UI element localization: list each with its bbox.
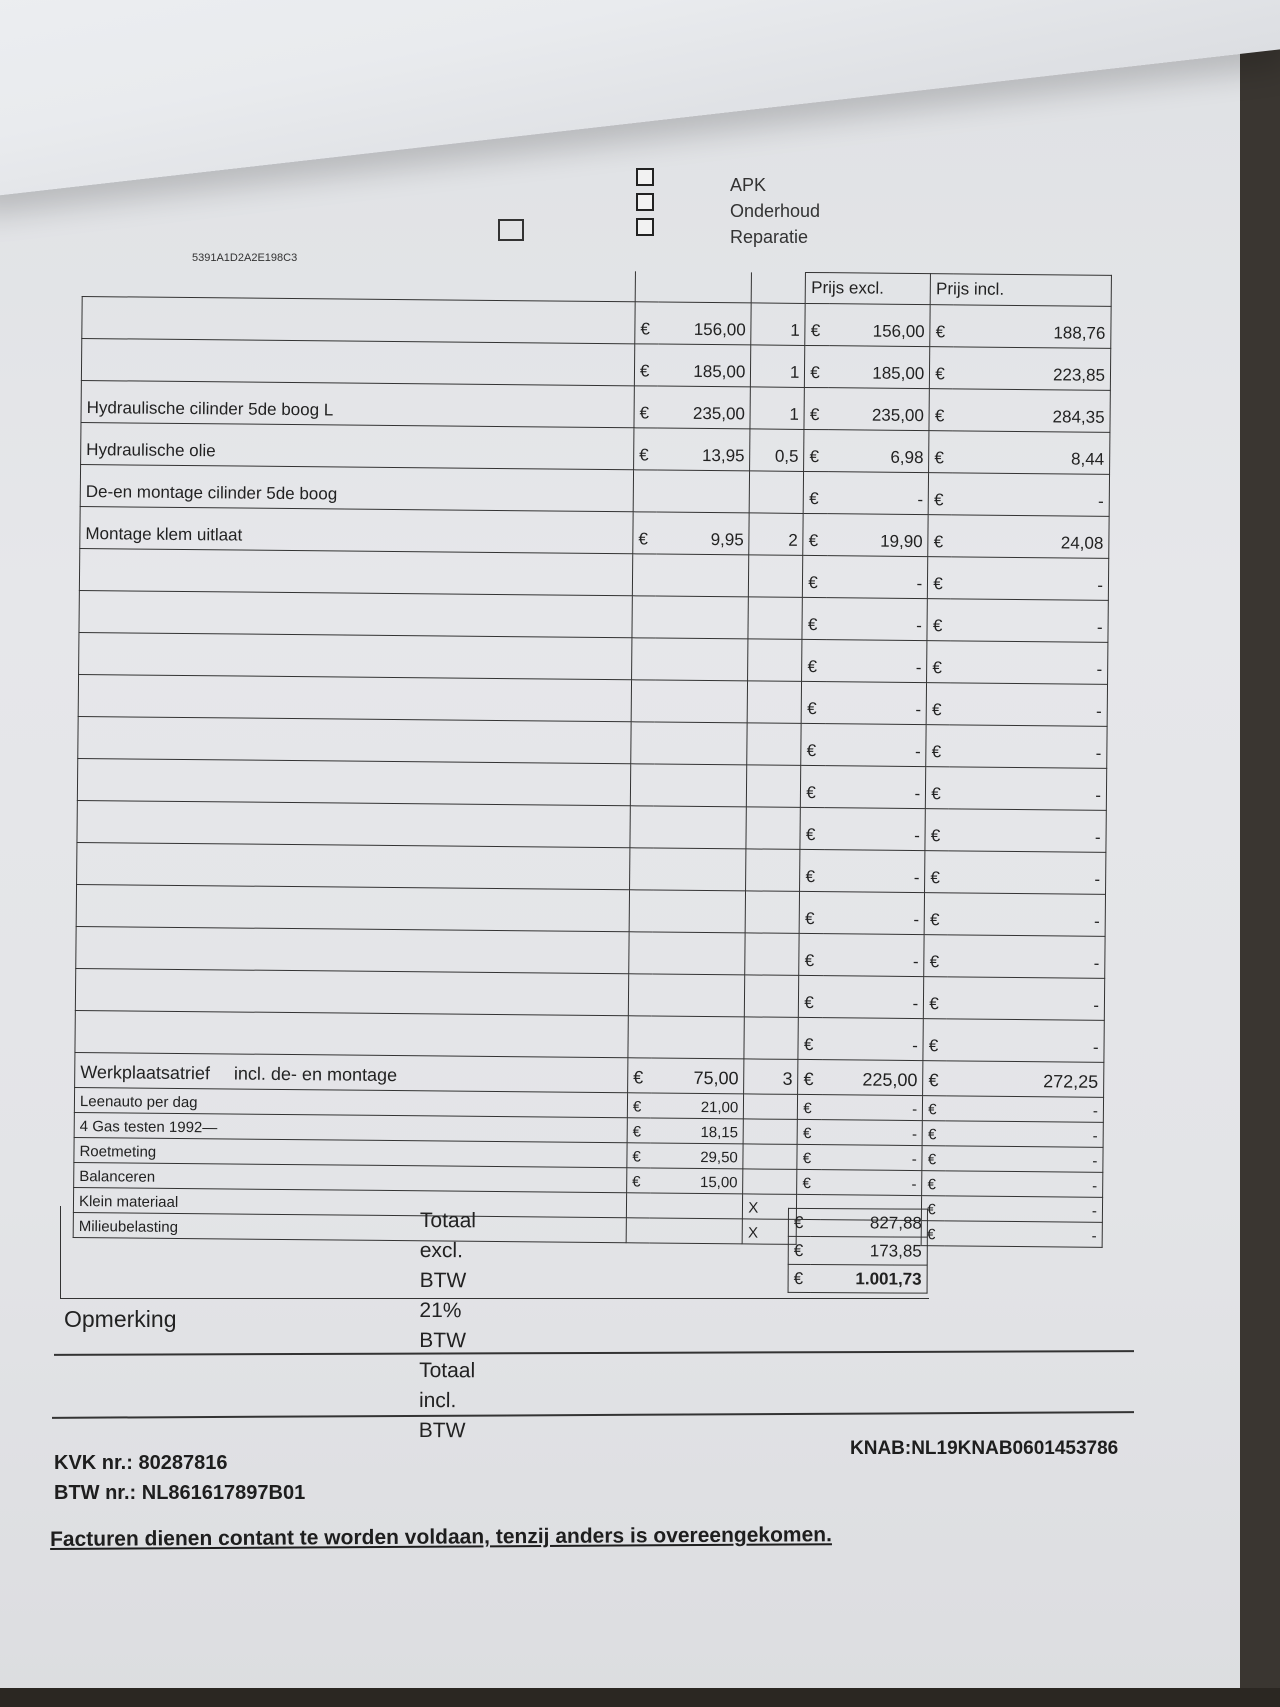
price-incl: - xyxy=(951,557,1108,601)
service-description: Roetmeting xyxy=(74,1137,627,1167)
currency-sign: € xyxy=(803,471,827,513)
price-excl: - xyxy=(824,766,926,809)
item-description xyxy=(79,548,632,595)
total-excl-value: 827,88 xyxy=(811,1209,928,1238)
currency-sign: € xyxy=(798,1094,822,1119)
currency-sign: € xyxy=(627,1143,651,1168)
extra-description: Milieubelasting xyxy=(73,1212,626,1242)
price-excl: - xyxy=(824,808,926,851)
price-excl: - xyxy=(822,976,924,1019)
price-excl: - xyxy=(826,640,928,683)
price-incl: - xyxy=(948,935,1105,979)
included-mark: X xyxy=(743,1194,797,1220)
price-excl: 19,90 xyxy=(827,514,929,557)
unit-price: 185,00 xyxy=(658,344,751,387)
price-excl: - xyxy=(824,850,926,893)
quantity xyxy=(749,555,803,598)
labor-description xyxy=(75,1052,628,1092)
unit-price xyxy=(653,890,746,933)
payment-terms-note: Facturen dienen contant te worden voldaan, tenzij anders is overeengekomen. xyxy=(50,1523,832,1551)
price-incl: - xyxy=(945,1196,1102,1223)
unit-price: 156,00 xyxy=(658,302,751,345)
currency-sign: € xyxy=(801,765,825,807)
price-excl: 185,00 xyxy=(828,346,930,389)
price-incl: 272,25 xyxy=(947,1061,1104,1098)
price-excl: - xyxy=(823,892,925,935)
quantity xyxy=(745,891,799,934)
price-incl: 284,35 xyxy=(953,389,1110,433)
price-excl: - xyxy=(821,1170,923,1196)
item-description xyxy=(79,632,632,679)
currency-sign: € xyxy=(633,512,657,554)
quantity: 3 xyxy=(744,1059,798,1095)
quantity xyxy=(743,1169,797,1195)
currency-sign: € xyxy=(797,1169,821,1194)
btw-value: 173,85 xyxy=(811,1237,928,1266)
quantity xyxy=(747,681,801,724)
price-incl: - xyxy=(948,893,1105,937)
currency-sign: € xyxy=(788,1264,811,1292)
price-excl: 225,00 xyxy=(822,1060,924,1096)
unit-price: 21,00 xyxy=(651,1093,744,1119)
currency-sign xyxy=(632,554,656,596)
currency-sign: € xyxy=(635,302,659,344)
item-description xyxy=(78,716,631,763)
kvk-number: KVK nr.: 80287816 xyxy=(54,1452,228,1474)
header-excl: Prijs excl. xyxy=(806,272,931,304)
currency-sign xyxy=(628,974,652,1016)
unit-price xyxy=(655,638,748,681)
currency-sign: € xyxy=(930,305,954,347)
price-incl: 188,76 xyxy=(954,305,1111,349)
bank-account: KNAB:NL19KNAB0601453786 xyxy=(850,1438,1119,1459)
onderhoud-label: Onderhoud xyxy=(730,201,821,221)
item-description xyxy=(77,800,630,847)
price-incl: - xyxy=(951,599,1108,643)
currency-sign xyxy=(633,470,657,512)
item-description xyxy=(77,842,630,889)
price-incl: 8,44 xyxy=(953,431,1110,475)
currency-sign xyxy=(626,1218,650,1243)
quantity: 1 xyxy=(750,387,804,430)
currency-sign: € xyxy=(634,386,658,428)
quantity xyxy=(743,1144,797,1170)
header-qty xyxy=(752,272,806,304)
currency-sign: € xyxy=(921,1221,945,1246)
total-incl-label: Totaal incl. BTW xyxy=(418,1358,476,1443)
currency-sign: € xyxy=(800,849,824,891)
currency-sign: € xyxy=(927,641,951,683)
currency-sign: € xyxy=(923,1019,947,1061)
item-description: Hydraulische cilinder 5de boog L xyxy=(81,380,634,427)
totals-values xyxy=(788,1208,928,1294)
price-incl: - xyxy=(949,809,1106,853)
currency-sign: € xyxy=(788,1236,811,1264)
service-type-checkboxes xyxy=(620,160,1110,270)
currency-sign: € xyxy=(798,1017,822,1059)
price-excl: - xyxy=(821,1095,923,1121)
currency-sign: € xyxy=(805,345,829,387)
price-incl: - xyxy=(946,1171,1103,1198)
quantity: 2 xyxy=(749,513,803,556)
currency-sign xyxy=(629,932,653,974)
quantity xyxy=(745,933,799,976)
quantity: 1 xyxy=(751,345,805,388)
unit-price xyxy=(654,806,747,849)
price-incl: 24,08 xyxy=(952,515,1109,559)
remark-label: Opmerking xyxy=(64,1306,177,1332)
currency-sign: € xyxy=(627,1118,651,1143)
currency-sign: € xyxy=(925,809,949,851)
price-incl: - xyxy=(947,1019,1104,1063)
total-incl-value: 1.001,73 xyxy=(811,1265,928,1294)
item-description xyxy=(81,339,634,386)
item-rows xyxy=(73,297,1111,1248)
currency-sign: € xyxy=(634,344,658,386)
price-incl: - xyxy=(949,767,1106,811)
currency-sign xyxy=(631,680,655,722)
unit-price xyxy=(650,1193,743,1219)
price-incl: - xyxy=(946,1146,1103,1173)
item-description: De-en montage cilinder 5de boog xyxy=(80,464,633,511)
currency-sign: € xyxy=(930,347,954,389)
currency-sign: € xyxy=(797,1144,821,1169)
btw-number: BTW nr.: NL861617897B01 xyxy=(54,1482,306,1504)
price-incl: - xyxy=(947,977,1104,1021)
price-excl: 6,98 xyxy=(828,430,930,473)
item-description xyxy=(75,968,628,1015)
unit-price: 75,00 xyxy=(651,1058,744,1094)
quantity xyxy=(746,807,800,850)
currency-sign: € xyxy=(928,515,952,557)
reparatie-label: Reparatie xyxy=(730,227,809,247)
currency-sign: € xyxy=(801,723,825,765)
currency-sign: € xyxy=(928,557,952,599)
extra-description: Klein materiaal xyxy=(73,1187,626,1217)
unit-price xyxy=(656,554,749,597)
price-excl: - xyxy=(825,724,927,767)
price-excl: 156,00 xyxy=(829,304,931,347)
currency-sign: € xyxy=(797,1119,821,1144)
unit-price: 9,95 xyxy=(656,512,749,555)
unit-price xyxy=(656,596,749,639)
item-description: Hydraulische olie xyxy=(81,422,634,469)
unit-price xyxy=(650,1218,743,1244)
currency-sign: € xyxy=(925,851,949,893)
price-incl: - xyxy=(946,1121,1103,1148)
currency-sign: € xyxy=(634,428,658,470)
labor-label: Werkplaatsatrief xyxy=(80,1062,211,1084)
currency-sign: € xyxy=(926,767,950,809)
unit-price xyxy=(652,932,745,975)
currency-sign: € xyxy=(805,303,829,345)
item-description xyxy=(78,674,631,721)
quantity xyxy=(744,1017,798,1060)
currency-sign: € xyxy=(804,387,828,429)
background-surface xyxy=(0,1688,1280,1707)
currency-sign: € xyxy=(800,807,824,849)
item-description xyxy=(76,926,629,973)
currency-sign: € xyxy=(627,1093,651,1118)
currency-sign: € xyxy=(922,1121,946,1146)
price-excl: - xyxy=(826,598,928,641)
currency-sign: € xyxy=(801,681,825,723)
price-incl: 223,85 xyxy=(953,347,1110,391)
reparatie-checkbox[interactable] xyxy=(636,218,654,236)
price-incl: - xyxy=(950,725,1107,769)
currency-sign: € xyxy=(924,977,948,1019)
price-excl: - xyxy=(822,1018,924,1061)
item-description: Montage klem uitlaat xyxy=(80,506,633,553)
quantity xyxy=(745,975,799,1018)
price-incl: - xyxy=(946,1096,1103,1123)
quantity: 0,5 xyxy=(750,429,804,472)
currency-sign: € xyxy=(929,389,953,431)
company-registration xyxy=(54,1448,305,1508)
unit-price xyxy=(654,722,747,765)
unit-price xyxy=(652,1016,745,1059)
apk-checkbox[interactable] xyxy=(636,168,654,186)
currency-sign: € xyxy=(802,597,826,639)
service-description: 4 Gas testen 1992— xyxy=(74,1112,627,1142)
currency-sign: € xyxy=(927,599,951,641)
currency-sign xyxy=(628,1016,652,1058)
currency-sign: € xyxy=(928,473,952,515)
currency-sign: € xyxy=(804,429,828,471)
service-description: Balanceren xyxy=(74,1162,627,1192)
price-incl: - xyxy=(952,473,1109,517)
unit-price xyxy=(653,848,746,891)
currency-sign: € xyxy=(922,1171,946,1196)
currency-sign: € xyxy=(924,935,948,977)
quantity xyxy=(744,1094,798,1120)
item-description xyxy=(82,297,635,344)
price-excl: - xyxy=(826,556,928,599)
quantity xyxy=(747,723,801,766)
unit-price xyxy=(654,764,747,807)
unit-price: 29,50 xyxy=(650,1143,743,1169)
currency-sign xyxy=(630,764,654,806)
price-excl: - xyxy=(827,472,929,515)
unit-price: 13,95 xyxy=(657,428,750,471)
currency-sign: € xyxy=(628,1058,652,1093)
total-excl-label: Totaal excl. BTW xyxy=(419,1209,477,1293)
item-description xyxy=(76,884,629,931)
price-excl: - xyxy=(821,1145,923,1171)
item-description xyxy=(79,590,632,637)
quantity xyxy=(748,639,802,682)
quantity xyxy=(743,1119,797,1145)
currency-sign: € xyxy=(799,975,823,1017)
service-description: Leenauto per dag xyxy=(74,1087,627,1117)
currency-sign xyxy=(629,848,653,890)
currency-sign: € xyxy=(803,555,827,597)
currency-sign: € xyxy=(926,683,950,725)
unit-price: 18,15 xyxy=(651,1118,744,1144)
onderhoud-checkbox[interactable] xyxy=(636,193,654,211)
currency-sign xyxy=(626,1193,650,1218)
btw-label: 21% BTW xyxy=(419,1298,467,1353)
currency-sign xyxy=(632,638,656,680)
currency-sign: € xyxy=(923,1096,947,1121)
unit-price: 15,00 xyxy=(650,1168,743,1194)
header-incl: Prijs incl. xyxy=(930,274,1111,307)
currency-sign: € xyxy=(922,1196,946,1221)
quantity: 1 xyxy=(751,303,805,346)
invoice-table xyxy=(73,265,1112,1248)
price-excl: 235,00 xyxy=(828,388,930,431)
price-excl: - xyxy=(823,934,925,977)
currency-sign: € xyxy=(798,1059,822,1094)
currency-sign: € xyxy=(803,513,827,555)
currency-sign xyxy=(631,722,655,764)
currency-sign: € xyxy=(922,1146,946,1171)
currency-sign: € xyxy=(923,1061,947,1096)
currency-sign: € xyxy=(799,891,823,933)
currency-sign: € xyxy=(627,1168,651,1193)
header-checkbox[interactable] xyxy=(498,219,524,241)
unit-price xyxy=(652,974,745,1017)
currency-sign xyxy=(632,596,656,638)
included-mark: X xyxy=(742,1219,796,1245)
price-incl: - xyxy=(950,683,1107,727)
unit-price xyxy=(657,470,750,513)
quantity xyxy=(748,597,802,640)
header-unit xyxy=(635,271,752,303)
quantity xyxy=(749,471,803,514)
unit-price: 235,00 xyxy=(658,386,751,429)
quantity xyxy=(746,849,800,892)
price-incl: - xyxy=(945,1221,1102,1248)
price-excl: - xyxy=(825,682,927,725)
item-description xyxy=(77,758,630,805)
unit-price xyxy=(655,680,748,723)
price-incl: - xyxy=(948,851,1105,895)
apk-label: APK xyxy=(730,175,767,195)
price-incl: - xyxy=(950,641,1107,685)
labor-note: incl. de- en montage xyxy=(233,1063,398,1086)
currency-sign: € xyxy=(788,1208,811,1236)
quantity xyxy=(747,765,801,808)
currency-sign: € xyxy=(799,933,823,975)
item-description xyxy=(75,1010,628,1057)
currency-sign: € xyxy=(924,893,948,935)
currency-sign: € xyxy=(926,725,950,767)
price-excl: - xyxy=(821,1120,923,1146)
currency-sign xyxy=(629,890,653,932)
document-code: 5391A1D2A2E198C3 xyxy=(192,252,298,264)
currency-sign: € xyxy=(929,431,953,473)
currency-sign xyxy=(630,806,654,848)
currency-sign: € xyxy=(802,639,826,681)
